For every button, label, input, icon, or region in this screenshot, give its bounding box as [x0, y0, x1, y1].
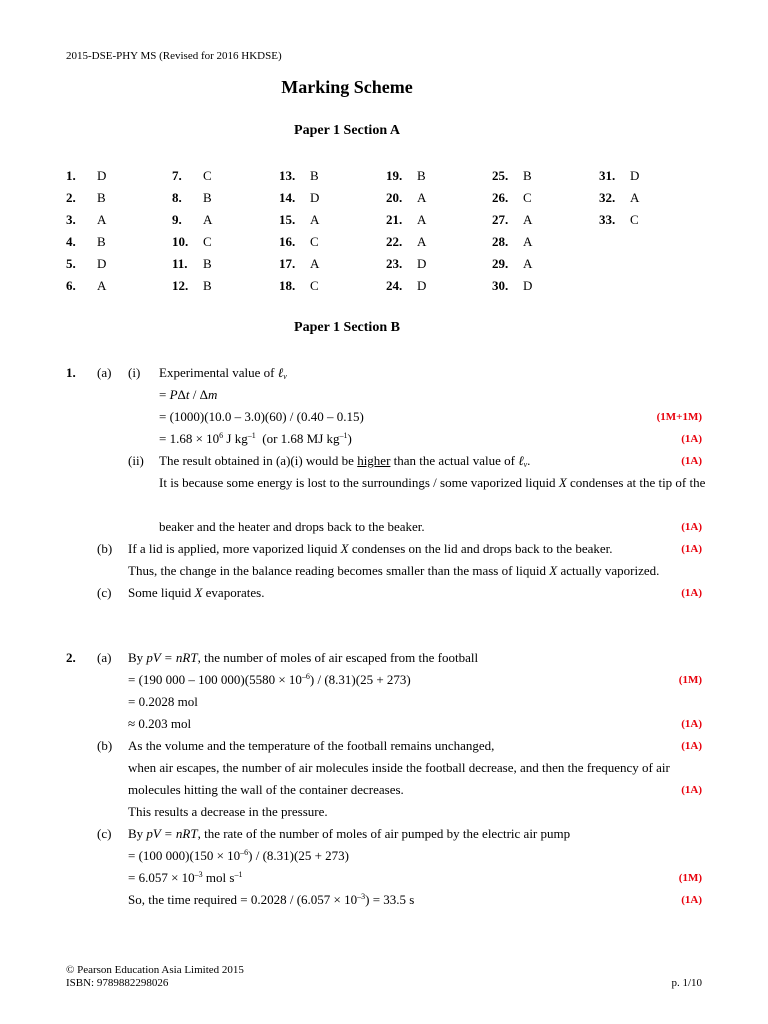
mark-badge: (1A) — [681, 455, 702, 467]
mcq-answer: C — [203, 168, 212, 183]
footer-isbn: ISBN: 9789882298026 — [66, 977, 169, 989]
mcq-question-number: 7. — [172, 168, 182, 183]
mcq-answer: A — [417, 212, 427, 227]
mcq-question-number: 12. — [172, 278, 189, 293]
mcq-question-number: 18. — [279, 278, 296, 293]
mcq-answer: C — [310, 234, 319, 249]
mcq-question-number: 23. — [386, 256, 403, 271]
mcq-answer: B — [97, 234, 106, 249]
answer-line: Experimental value of ℓ$_v$ — [159, 365, 287, 381]
mcq-answer: A — [310, 212, 320, 227]
mcq-question-number: 2. — [66, 190, 76, 205]
mcq-question-number: 3. — [66, 212, 76, 227]
part-label: (a) — [97, 650, 112, 665]
mcq-answer: B — [310, 168, 319, 183]
mcq-answer: A — [523, 212, 533, 227]
answer-line: If a lid is applied, more vaporized liquid X condenses on the lid and drops back to the beaker. — [128, 541, 613, 556]
question-number: 2. — [66, 650, 76, 665]
mark-badge: (1A) — [681, 894, 702, 906]
part-label: (b) — [97, 541, 113, 556]
mcq-question-number: 11. — [172, 256, 188, 271]
part-label: (c) — [97, 585, 112, 600]
answer-line: ≈ 0.203 mol — [128, 716, 192, 731]
mcq-question-number: 28. — [492, 234, 509, 249]
mcq-answer: B — [97, 190, 106, 205]
answer-line: = 0.2028 mol — [128, 694, 198, 709]
mcq-question-number: 13. — [279, 168, 296, 183]
mcq-answer: D — [417, 256, 427, 271]
mcq-question-number: 15. — [279, 212, 296, 227]
subpart-label: (ii) — [128, 453, 144, 468]
mcq-question-number: 5. — [66, 256, 76, 271]
mcq-question-number: 26. — [492, 190, 509, 205]
footer-copyright: © Pearson Education Asia Limited 2015 — [66, 964, 244, 976]
mcq-answer: D — [630, 168, 640, 183]
mcq-answer: C — [310, 278, 319, 293]
answer-line: beaker and the heater and drops back to the beaker. — [159, 519, 425, 534]
mark-badge: (1A) — [681, 587, 702, 599]
mcq-answer: B — [523, 168, 532, 183]
mcq-answer: C — [203, 234, 212, 249]
section-b-title: Paper 1 Section B — [294, 320, 400, 335]
mark-badge: (1A) — [681, 740, 702, 752]
answer-line: By pV = nRT, the number of moles of air escaped from the football — [128, 650, 479, 665]
mcq-question-number: 20. — [386, 190, 403, 205]
part-label: (a) — [97, 365, 112, 380]
mark-badge: (1A) — [681, 521, 702, 533]
mcq-answer: C — [523, 190, 532, 205]
mcq-answer: A — [630, 190, 640, 205]
mcq-answer: D — [97, 256, 107, 271]
mark-badge: (1A) — [681, 784, 702, 796]
answer-line: Thus, the change in the balance reading becomes smaller than the mass of liquid X actually vaporized. — [128, 563, 660, 578]
mcq-question-number: 10. — [172, 234, 189, 249]
mcq-answer: A — [523, 256, 533, 271]
mark-badge: (1M) — [678, 872, 702, 884]
answer-line: = $1.68 \times 10^6$ J $kg^{-1}$ (or 1.68 MJ $kg^{-1}$) — [159, 431, 352, 446]
mcq-question-number: 24. — [386, 278, 403, 293]
mark-badge: (1A) — [681, 543, 702, 555]
mcq-answer: B — [203, 256, 212, 271]
mcq-answer: A — [97, 278, 107, 293]
mcq-question-number: 16. — [279, 234, 296, 249]
mcq-question-number: 9. — [172, 212, 182, 227]
answer-line: So, the time required = $0.2028 / (6.057 \times 10^{-3}) = 33.5$ s — [128, 892, 415, 907]
answer-line: Some liquid X evaporates. — [128, 585, 265, 600]
mcq-answer: D — [310, 190, 320, 205]
mcq-question-number: 14. — [279, 190, 296, 205]
mcq-answer: A — [417, 190, 427, 205]
mcq-answer: B — [417, 168, 426, 183]
answer-line: This results a decrease in the pressure. — [128, 804, 328, 819]
subpart-label: (i) — [128, 365, 141, 380]
mcq-answer: D — [97, 168, 107, 183]
mcq-answer: B — [203, 278, 212, 293]
answer-line: = (1000)(10.0 – 3.0)(60) / (0.40 – 0.15) — [159, 409, 364, 424]
answer-line: = $6.057 \times 10^{-3}$ mol $s^{-1}$ — [128, 870, 243, 885]
answer-line: As the volume and the temperature of the football remains unchanged, — [128, 738, 495, 753]
mcq-question-number: 32. — [599, 190, 616, 205]
mcq-answer: A — [417, 234, 427, 249]
mcq-answer: A — [97, 212, 107, 227]
answer-line: The result obtained in (a)(i) would be higher than the actual value of ℓ$_v$. — [159, 453, 531, 469]
mcq-question-number: 21. — [386, 212, 403, 227]
answer-line: molecules hitting the wall of the container decreases. — [128, 782, 404, 797]
answer-line: = PΔt / Δm — [159, 387, 218, 402]
answer-line: when air escapes, the number of air molecules inside the football decrease, and then the frequency of air — [128, 760, 670, 775]
mcq-answer: D — [523, 278, 533, 293]
mark-badge: (1M) — [678, 674, 702, 686]
mark-badge: (1M+1M) — [656, 411, 702, 423]
mcq-question-number: 31. — [599, 168, 616, 183]
mcq-question-number: 27. — [492, 212, 509, 227]
part-label: (c) — [97, 826, 112, 841]
document-header: 2015-DSE-PHY MS (Revised for 2016 HKDSE) — [66, 50, 282, 62]
mcq-question-number: 17. — [279, 256, 296, 271]
mcq-question-number: 22. — [386, 234, 403, 249]
mcq-question-number: 1. — [66, 168, 76, 183]
answer-line: It is because some energy is lost to the surroundings / some vaporized liquid X condenses at the tip of the — [159, 475, 706, 490]
mcq-question-number: 29. — [492, 256, 509, 271]
footer-page-number: p. 1/10 — [671, 977, 702, 989]
mcq-question-number: 25. — [492, 168, 509, 183]
answer-line: = (190 000 – 100 $000)(5580 \times 10^{-6}) / (8.31)(25 + 273)$ — [128, 672, 411, 687]
mcq-answer: B — [203, 190, 212, 205]
mcq-question-number: 8. — [172, 190, 182, 205]
mcq-answer: A — [310, 256, 320, 271]
answer-line: By pV = nRT, the rate of the number of moles of air pumped by the electric air pump — [128, 826, 571, 841]
answer-line: = (100 $000)(150 \times 10^{-6}) / (8.31)(25 + 273)$ — [128, 848, 349, 863]
mcq-answer: A — [523, 234, 533, 249]
section-a-title: Paper 1 Section A — [294, 123, 400, 138]
mcq-answer: D — [417, 278, 427, 293]
mcq-question-number: 33. — [599, 212, 616, 227]
mcq-question-number: 4. — [66, 234, 76, 249]
mark-badge: (1A) — [681, 433, 702, 445]
mcq-question-number: 19. — [386, 168, 403, 183]
page-title: Marking Scheme — [281, 77, 413, 97]
mark-badge: (1A) — [681, 718, 702, 730]
mcq-question-number: 30. — [492, 278, 509, 293]
mcq-answer: A — [203, 212, 213, 227]
question-number: 1. — [66, 365, 76, 380]
part-label: (b) — [97, 738, 113, 753]
mcq-question-number: 6. — [66, 278, 76, 293]
mcq-answer: C — [630, 212, 639, 227]
